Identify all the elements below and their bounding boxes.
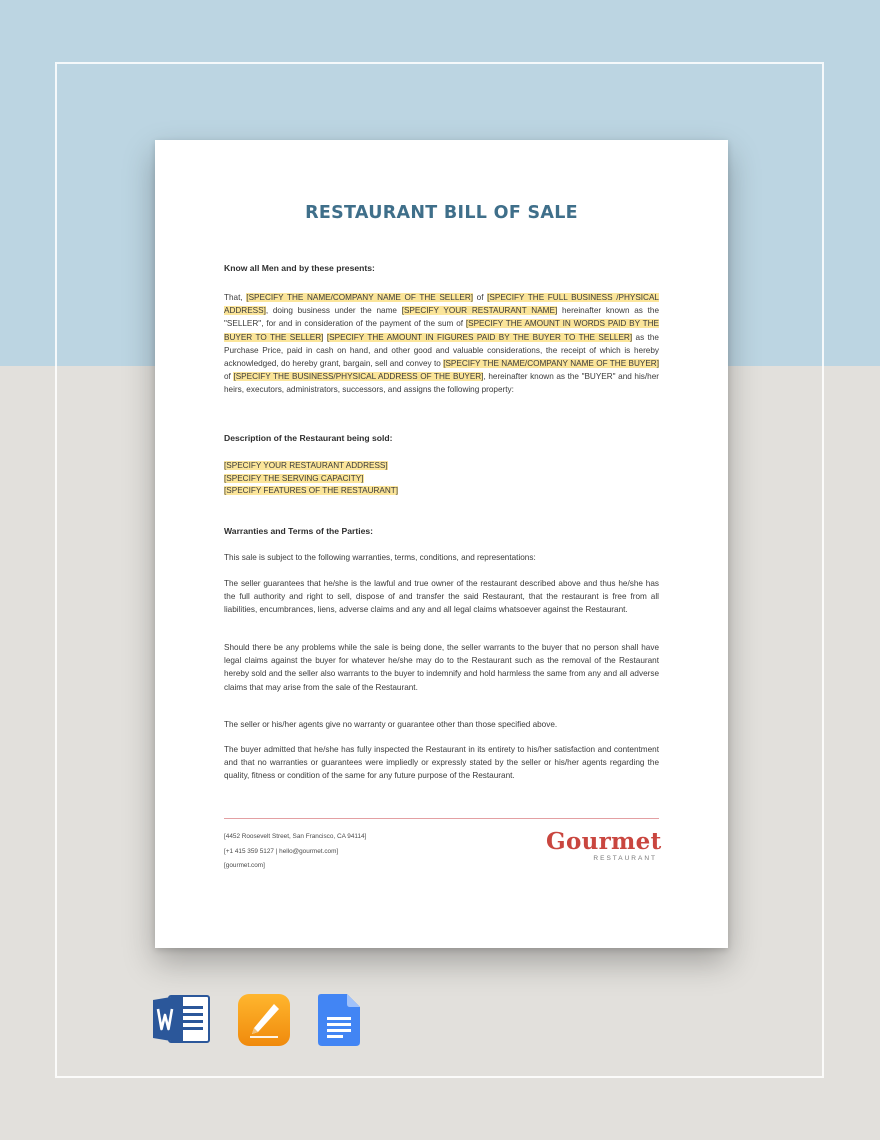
placeholder-highlight: [SPECIFY THE NAME/COMPANY NAME OF THE SELLER] bbox=[246, 293, 474, 302]
paragraph-buyer-inspected: The buyer admitted that he/she has fully inspected the Restaurant in its entirety to his/her satisfaction and contentment and that no warranties or guarantees were impliedly or expressly stated by the seller or his/her agents regarding the quality, fitness or condition of the same for any future purpose of the Restaurant. bbox=[224, 745, 659, 781]
paragraph-text: That, bbox=[224, 293, 247, 302]
paragraph-text: as the Purchase Price, paid in cash on hand, and other good and valuable considerations, the receipt of which is hereby acknowledged, do hereby grant, bargain, sell and convey to bbox=[224, 332, 659, 369]
description-heading: Description of the Restaurant being sold: bbox=[224, 433, 393, 443]
pages-icon[interactable] bbox=[238, 994, 290, 1046]
paragraph-text: of bbox=[224, 372, 234, 382]
paragraph-text: , hereinafter known as the "BUYER" and his/her heirs, executors, administrators, successors, and assigns the following property: bbox=[224, 372, 660, 395]
footer-contact bbox=[224, 830, 424, 874]
paragraph-text: , doing business under the name bbox=[265, 306, 402, 316]
intro-paragraph bbox=[224, 291, 659, 397]
placeholder-highlight: [SPECIFY THE FULL BUSINESS /PHYSICAL ADDRESS] bbox=[224, 293, 659, 316]
paragraph-no-warranty: The seller or his/her agents give no warranty or guarantee other than those specified above. bbox=[224, 720, 558, 729]
document-page bbox=[155, 140, 728, 948]
paragraph-seller-guarantee: The seller guarantees that he/she is the lawful and true owner of the restaurant described above and thus he/she has the full authority and right to sell, dispose of and transfer the said Restaurant, that the restaurant is free from all liabilities, encumbrances, liens, adverse claims and any and all legal claims whatsoever against the Restaurant. bbox=[224, 579, 659, 615]
warranties-intro: This sale is subject to the following warranties, terms, conditions, and representations: bbox=[224, 553, 536, 562]
description-list bbox=[224, 460, 659, 498]
footer-address: [4452 Roosevelt Street, San Francisco, CA 94114] bbox=[224, 833, 367, 840]
placeholder-highlight: [SPECIFY THE AMOUNT IN FIGURES PAID BY THE BUYER TO THE SELLER] bbox=[326, 332, 633, 342]
paragraph-problems: Should there be any problems while the sale is being done, the seller warrants to the buyer that no person shall have legal claims against the buyer for whatever he/she may do to the Restaurant such as the removal of the Restaurant hereby sold and the seller also warrants to the buyer to indemnify and hold harmless the same from any and all adverse claims that may arise from the sale of the Restaurant. bbox=[224, 643, 659, 692]
logo-subtitle: RESTAURANT bbox=[593, 855, 657, 862]
placeholder-highlight: [SPECIFY THE NAME/COMPANY NAME OF THE BUYER] bbox=[443, 359, 659, 369]
footer-phone-email: [+1 415 359 5127 | hello@gourmet.com] bbox=[224, 847, 339, 855]
word-icon[interactable] bbox=[153, 993, 211, 1045]
paragraph-text: of bbox=[473, 293, 488, 302]
document-title: RESTAURANT BILL OF SALE bbox=[305, 203, 578, 223]
footer-divider bbox=[224, 818, 659, 819]
placeholder-highlight: [SPECIFY THE AMOUNT IN WORDS PAID BY THE BUYER TO THE SELLER] bbox=[224, 319, 659, 342]
placeholder-highlight: [SPECIFY THE BUSINESS/PHYSICAL ADDRESS OF THE BUYER] bbox=[233, 372, 484, 382]
warranties-heading: Warranties and Terms of the Parties: bbox=[224, 526, 373, 536]
google-docs-icon[interactable] bbox=[318, 994, 360, 1046]
intro-heading: Know all Men and by these presents: bbox=[224, 263, 375, 273]
paragraph-text: hereinafter known as the "SELLER", for and in consideration of the payment of the sum of bbox=[224, 306, 660, 329]
logo-name: Gourmet bbox=[546, 828, 662, 855]
gourmet-logo bbox=[546, 828, 662, 862]
list-item: [SPECIFY THE SERVING CAPACITY] bbox=[224, 473, 364, 483]
placeholder-highlight: [SPECIFY YOUR RESTAURANT NAME] bbox=[401, 306, 558, 316]
footer-website: [gourmet.com] bbox=[224, 862, 265, 870]
list-item: [SPECIFY YOUR RESTAURANT ADDRESS] bbox=[224, 461, 388, 470]
list-item: [SPECIFY FEATURES OF THE RESTAURANT] bbox=[224, 486, 399, 496]
